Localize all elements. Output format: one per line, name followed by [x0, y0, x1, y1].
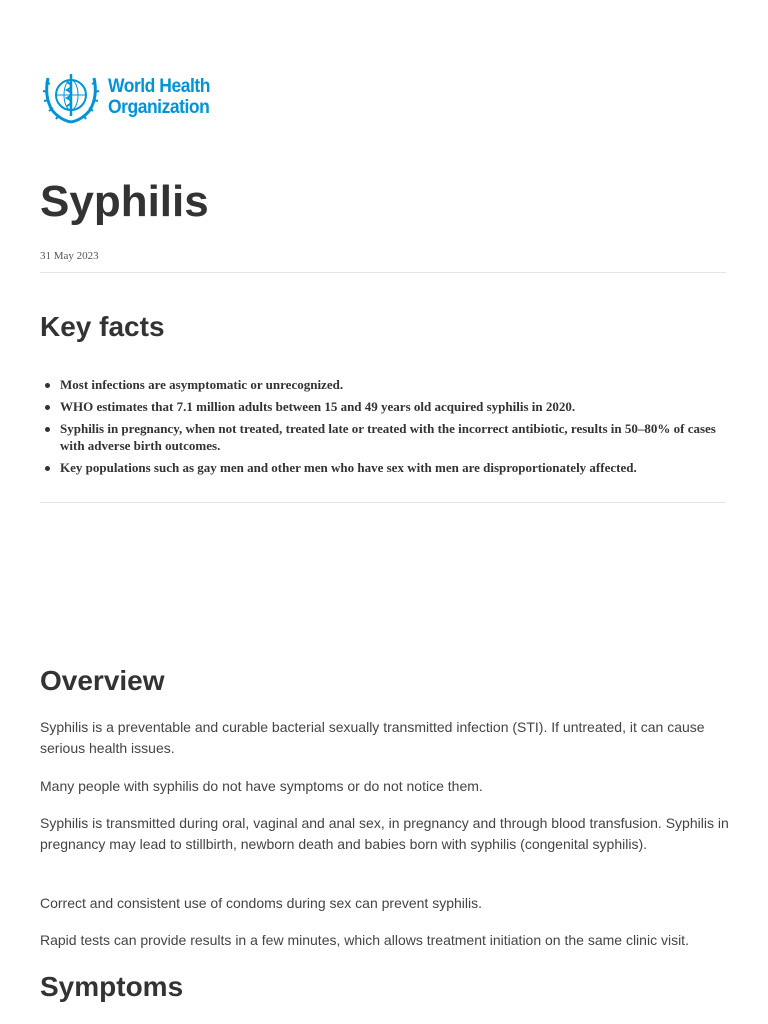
org-name-line1: World Health	[108, 76, 210, 97]
list-item: Syphilis in pregnancy, when not treated, treated late or treated with the incorrect antibiotic, results in 50–80% of cases with adverse birth outcomes.	[40, 420, 730, 454]
who-logo[interactable]	[40, 66, 230, 126]
list-item: WHO estimates that 7.1 million adults between 15 and 49 years old acquired syphilis in 2020.	[40, 398, 730, 415]
divider	[40, 502, 726, 503]
overview-heading: Overview	[40, 665, 165, 696]
org-name-line2: Organization	[108, 97, 210, 118]
overview-paragraph: Syphilis is transmitted during oral, vaginal and anal sex, in pregnancy and through blood transfusion. Syphilis in pregnancy may lead to stillbirth, newborn death and babies born with syphilis (congenital syphilis).	[40, 815, 729, 852]
overview-paragraph: Correct and consistent use of condoms during sex can prevent syphilis.	[40, 895, 483, 911]
overview-paragraph: Many people with syphilis do not have symptoms or do not notice them.	[40, 778, 483, 794]
symptoms-heading: Symptoms	[40, 971, 184, 1002]
page-title: Syphilis	[40, 177, 209, 226]
overview-paragraph: Rapid tests can provide results in a few minutes, which allows treatment initiation on the same clinic visit.	[40, 932, 689, 948]
publish-date: 31 May 2023	[40, 250, 99, 262]
overview-paragraph: Syphilis is a preventable and curable bacterial sexually transmitted infection (STI). If untreated, it can cause serious health issues.	[40, 719, 705, 756]
key-facts-heading: Key facts	[40, 311, 165, 342]
list-item: Key populations such as gay men and other men who have sex with men are disproportionately affected.	[40, 459, 730, 476]
key-facts-list	[40, 376, 730, 481]
who-emblem-icon	[40, 66, 102, 124]
divider	[40, 272, 726, 273]
list-item: Most infections are asymptomatic or unrecognized.	[40, 376, 730, 393]
org-name	[108, 76, 210, 118]
